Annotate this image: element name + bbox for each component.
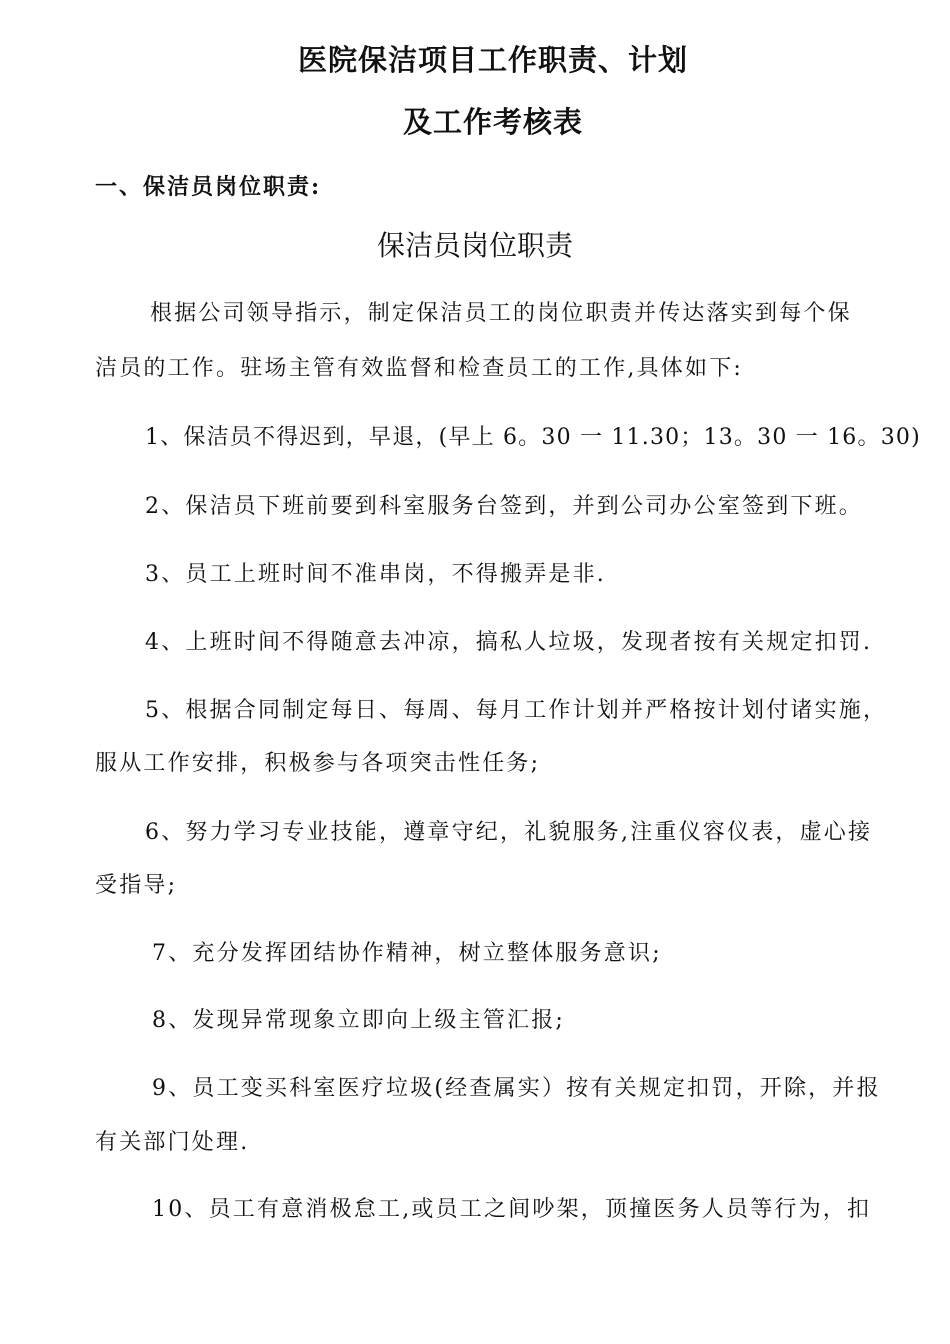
document-title-line-2: 及工作考核表 bbox=[402, 105, 583, 139]
duty-item-3-line-1: 3、员工上班时间不准串岗，不得搬弄是非. bbox=[145, 562, 606, 587]
duty-item-6-line-1: 6、努力学习专业技能，遵章守纪，礼貌服务,注重仪容仪表，虚心接 bbox=[145, 820, 873, 845]
duty-item-9-line-2: 有关部门处理. bbox=[95, 1130, 250, 1155]
duty-item-2-line-1: 2、保洁员下班前要到科室服务台签到，并到公司办公室签到下班。 bbox=[145, 494, 863, 519]
section-subtitle: 保洁员岗位职责 bbox=[376, 229, 573, 262]
duty-item-4-line-1: 4、上班时间不得随意去冲凉，搞私人垃圾，发现者按有关规定扣罚. bbox=[145, 630, 873, 655]
intro-line-1: 根据公司领导指示，制定保洁员工的岗位职责并传达落实到每个保 bbox=[150, 301, 852, 326]
duty-item-7-line-1: 7、充分发挥团结协作精神，树立整体服务意识; bbox=[152, 941, 662, 966]
document-title-line-1: 医院保洁项目工作职责、计划 bbox=[297, 43, 688, 77]
duty-item-5-line-2: 服从工作安排，积极参与各项突击性任务; bbox=[95, 751, 541, 776]
duty-item-8-line-1: 8、发现异常现象立即向上级主管汇报; bbox=[152, 1008, 566, 1033]
section-heading: 一、保洁员岗位职责: bbox=[95, 174, 322, 200]
duty-item-9-line-1: 9、员工变买科室医疗垃圾(经查属实）按有关规定扣罚，开除，并报 bbox=[152, 1076, 881, 1101]
intro-line-2: 洁员的工作。驻场主管有效监督和检查员工的工作,具体如下: bbox=[95, 356, 744, 381]
duty-item-6-line-2: 受指导; bbox=[95, 873, 178, 898]
duty-item-10-line-1: 10、员工有意消极怠工,或员工之间吵架，顶撞医务人员等行为，扣 bbox=[152, 1197, 872, 1222]
duty-item-5-line-1: 5、根据合同制定每日、每周、每月工作计划并严格按计划付诸实施， bbox=[145, 698, 888, 723]
duty-item-1-line-1: 1、保洁员不得迟到，早退，(早上 6。30 一 11.30；13。30 一 16。30) bbox=[145, 425, 921, 450]
